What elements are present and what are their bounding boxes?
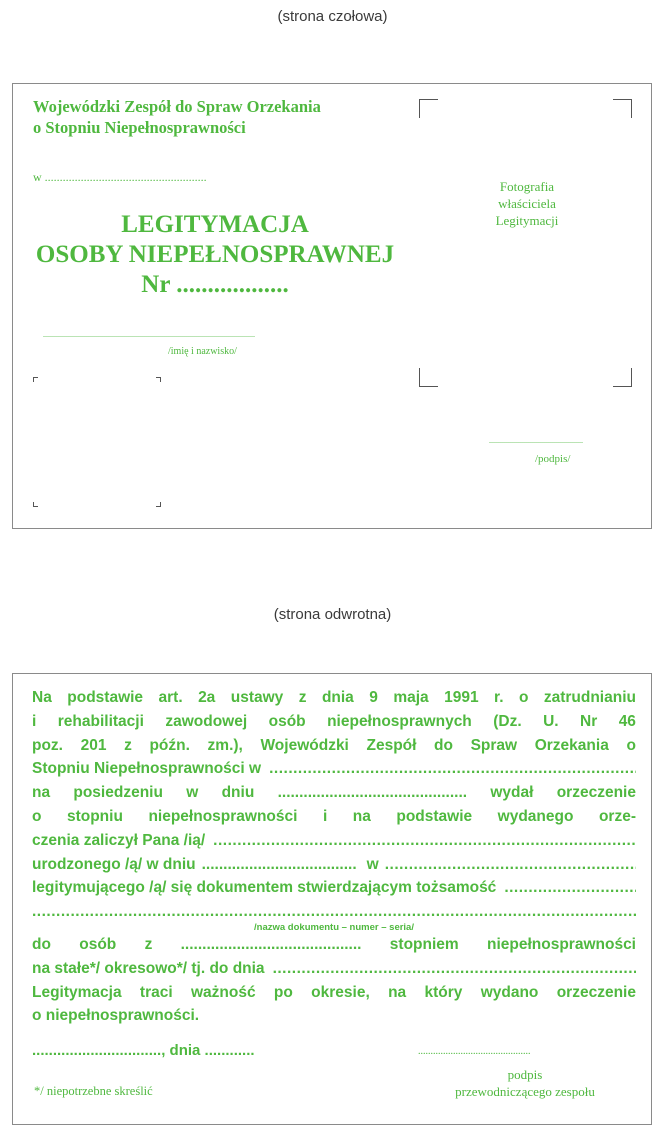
word: zatrudnianiu [543, 689, 636, 706]
word: dniu [221, 784, 255, 802]
fill-dots: ............................................ [277, 784, 468, 802]
fill-dots: .................................... [201, 855, 357, 873]
word: Spraw [470, 736, 518, 754]
chair-signature-label [414, 1066, 636, 1100]
back-line-2 [32, 710, 636, 734]
word: ważność [190, 983, 256, 1001]
back-line-1 [32, 686, 636, 710]
fill-dots [213, 829, 636, 853]
word: zm.), [207, 736, 243, 754]
back-caption: (strona odwrotna) [273, 606, 392, 623]
word: na [388, 983, 407, 1001]
line-text: urodzonego /ą/ w dniu [32, 855, 196, 873]
photo-corner-tr [613, 99, 632, 118]
word: ustawy [230, 689, 284, 706]
back-line-8 [32, 853, 636, 877]
word: Nr [580, 712, 598, 730]
front-card [12, 83, 652, 529]
word: (Dz. [493, 712, 522, 730]
word: zawodowej [165, 712, 248, 730]
word: po [273, 983, 293, 1001]
name-dots: .......................................................................................................... [43, 330, 255, 339]
word: o [518, 689, 529, 706]
line-text: na stałe*/ okresowo*/ tj. do dnia [32, 959, 265, 977]
photo-line-1: Fotografia [499, 179, 555, 194]
photo-line-2: właściciela [498, 196, 556, 211]
back-line-5 [32, 781, 636, 805]
back-line-10 [32, 900, 636, 924]
word: niepełnosprawności [486, 935, 636, 953]
word: Legitymacja [32, 983, 122, 1001]
word: wydanego [497, 807, 574, 825]
word: okresie, [311, 983, 370, 1001]
word: na [352, 807, 371, 825]
back-line-9 [32, 876, 636, 900]
word: stopniu [66, 807, 123, 825]
title-line-1: LEGITYMACJA [121, 211, 309, 238]
word: osób [268, 712, 306, 730]
title-line-2: OSOBY NIEPEŁNOSPRAWNEJ [35, 241, 395, 268]
office-line-1: Wojewódzki Zespół do Spraw Orzekania [33, 97, 321, 116]
word: o [32, 807, 42, 825]
word: na [32, 784, 51, 802]
word: r. [494, 689, 504, 706]
signature-dots: ............................................... [489, 436, 583, 445]
word: do [32, 935, 51, 953]
fill-dots [32, 900, 636, 924]
word: podstawie [396, 807, 473, 825]
word: posiedzeniu [73, 784, 163, 802]
document-label: /nazwa dokumentu – numer – seria/ [254, 921, 414, 933]
word: 2a [198, 689, 216, 706]
back-line-4 [32, 757, 636, 781]
word: do [434, 736, 453, 754]
front-caption: (strona czołowa) [277, 8, 388, 25]
signature-label: /podpis/ [535, 453, 571, 465]
word: Na [32, 689, 52, 706]
line-text: Stopniu Niepełnosprawności w [32, 760, 262, 778]
photo-corner-tl [419, 99, 438, 118]
date-line: ..............................., dnia ............ [32, 1042, 255, 1059]
back-line-6 [32, 805, 636, 829]
stamp-corner-tl [33, 377, 38, 382]
word: o [626, 736, 636, 754]
back-line-14: o niepełnosprawności. [32, 1007, 200, 1025]
word: 201 [80, 736, 107, 754]
word: w [366, 855, 379, 873]
word: Zespół [366, 736, 417, 754]
footnote: */ niepotrzebne skreślić [34, 1084, 153, 1098]
line-text: czenia zaliczył Pana /ią/ [32, 831, 206, 849]
word: 1991 [444, 689, 479, 706]
line-text: legitymującego /ą/ się dokumentem stwierdzającym tożsamość [32, 879, 497, 897]
word: późn. [149, 736, 190, 754]
fill-dots [504, 876, 636, 900]
word: i [32, 712, 37, 730]
stamp-corner-tr [156, 377, 161, 382]
word: rehabilitacji [57, 712, 144, 730]
location-line [33, 170, 207, 185]
word: który [424, 983, 463, 1001]
back-line-11 [32, 933, 636, 957]
location-prefix: w [33, 170, 42, 184]
photo-corner-bl [419, 368, 438, 387]
word: maja [393, 689, 429, 706]
photo-placeholder [447, 178, 607, 229]
word: stopniem [389, 935, 459, 953]
signature-label-line-1: podpis [507, 1067, 543, 1082]
word: niepełnosprawności [148, 807, 298, 825]
word: 9 [369, 689, 378, 706]
back-line-12 [32, 957, 636, 981]
office-name [33, 96, 321, 138]
back-line-3 [32, 734, 636, 758]
back-body-text [32, 686, 636, 1028]
word: wydał [490, 784, 534, 802]
stamp-corner-bl [33, 502, 38, 507]
word: wydano [480, 983, 539, 1001]
word: osób [79, 935, 117, 953]
word: niepełnosprawnych [327, 712, 472, 730]
word: podstawie [67, 689, 144, 706]
word: Wojewódzki [260, 736, 349, 754]
photo-corner-br [613, 368, 632, 387]
word: orzeczenie [556, 983, 636, 1001]
word: z [298, 689, 307, 706]
word: z [124, 736, 132, 754]
card-number-dots: .................. [176, 271, 289, 298]
fill-dots [273, 957, 636, 981]
fill-dots: .......................................... [180, 935, 362, 953]
office-line-2: o Stopniu Niepełnosprawności [33, 118, 246, 137]
chair-signature-dots: ............................................. [418, 1046, 531, 1057]
word: orzeczenie [556, 784, 636, 802]
word: 46 [618, 712, 636, 730]
word: Orzekania [534, 736, 609, 754]
card-title [23, 210, 407, 300]
word: i [322, 807, 328, 825]
word: traci [139, 983, 173, 1001]
name-label: /imię i nazwisko/ [168, 346, 237, 357]
location-dots: ...................................................... [44, 170, 207, 184]
word: orze- [598, 807, 636, 825]
word: U. [543, 712, 559, 730]
word: dnia [321, 689, 354, 706]
word: poz. [32, 736, 63, 754]
fill-dots [385, 853, 636, 877]
signature-label-line-2: przewodniczącego zespołu [455, 1084, 595, 1099]
stamp-corner-br [156, 502, 161, 507]
photo-line-3: Legitymacji [495, 213, 559, 228]
fill-dots [269, 757, 636, 781]
word: w [186, 784, 199, 802]
word: z [144, 935, 153, 953]
back-line-7 [32, 829, 636, 853]
card-number-label: Nr [141, 271, 170, 298]
word: art. [158, 689, 183, 706]
card-number-line [23, 270, 407, 300]
back-line-13 [32, 981, 636, 1005]
